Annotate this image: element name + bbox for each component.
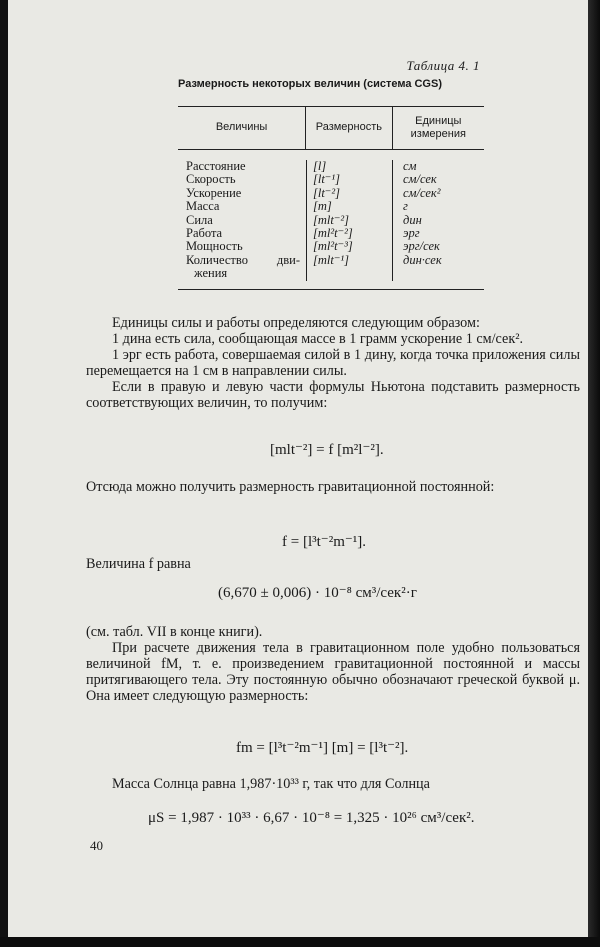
paragraph: Если в правую и левую части формулы Ньютона подставить размерность соответствующих величин, то получим: (86, 379, 580, 411)
paragraph: 1 эрг есть работа, совершаемая силой в 1 дину, когда точка приложения силы перемещается на 1 см в направлении силы. (86, 347, 580, 379)
table-cell: [l] (313, 159, 327, 173)
table-cell: [lt⁻¹] (313, 172, 341, 187)
table-cell: эрг/сек (403, 239, 440, 254)
table-cell: см/сек² (403, 185, 441, 200)
table-cell-part: жения (194, 266, 228, 281)
column-quantity (178, 160, 306, 281)
table-body (178, 150, 484, 289)
table-cell: г (403, 199, 408, 214)
formula-f-value: (6,670 ± 0,006) · 10⁻⁸ см³/сек²·г (218, 585, 417, 601)
paragraph-block-2 (86, 479, 580, 495)
table-label: Таблица 4. 1 (406, 58, 480, 73)
formula-fm-dimension: fm = [l³t⁻²m⁻¹] [m] = [l³t⁻²]. (236, 740, 409, 756)
paragraph: Единицы силы и работы определяются следующим образом: (112, 315, 480, 331)
column-dimension (306, 160, 392, 281)
table-header (178, 107, 484, 150)
table-cell: дин·сек (403, 252, 442, 267)
paragraph-block-3 (86, 556, 580, 572)
page-bottom-shadow (0, 937, 600, 947)
dimension-table (178, 106, 484, 290)
formula-gravitational-constant: f = [l³t⁻²m⁻¹]. (282, 534, 367, 550)
paragraph: 1 дина есть сила, сообщающая массе в 1 грамм ускорение 1 см/сек². (112, 331, 524, 347)
paragraph: (см. табл. VII в конце книги). (86, 624, 263, 640)
paragraph: При расчете движения тела в гравитационном поле удобно пользоваться величиной fM, т. е. произведением гравитационной постоянной и массы притягивающего тела. Эту постоянную обычно обозначают греческой буквой μ. Она имеет следующую размерность: (86, 640, 580, 704)
table-cell: Масса (186, 199, 220, 214)
table-cell: [ml²t⁻³] (313, 239, 353, 254)
header-units: Единицы измерения (392, 107, 484, 149)
header-dimension: Размерность (305, 107, 391, 149)
table-cell-part: дви- (276, 252, 300, 267)
table-cell: Ускорение (186, 185, 242, 200)
table-cell: см/сек (403, 172, 437, 187)
table-cell: [mlt⁻¹] (313, 252, 350, 267)
header-quantity: Величины (215, 121, 268, 134)
paragraph: Отсюда можно получить размерность гравитационной постоянной: (86, 479, 495, 495)
table-cell: Сила (186, 212, 213, 227)
column-units (392, 160, 484, 281)
paragraph-block-5 (86, 776, 580, 792)
table-cell: Мощность (186, 239, 243, 254)
table-cell: [mlt⁻²] (313, 212, 350, 227)
paragraph-block-1 (86, 315, 580, 411)
paragraph: Величина f равна (86, 556, 191, 572)
table-cell: [m] (313, 199, 332, 214)
table-cell (186, 254, 306, 267)
page-number: 40 (90, 838, 103, 853)
table-caption: Размерность некоторых величин (система CGS) (178, 78, 442, 90)
table-cell: см (403, 159, 417, 173)
table-cell: Скорость (186, 172, 236, 187)
formula-newton-dimension: [mlt⁻²] = f [m²l⁻²]. (270, 442, 384, 458)
table-cell: Работа (186, 225, 223, 240)
table-cell: Расстояние (186, 159, 246, 173)
paragraph: Масса Солнца равна 1,987·10³³ г, так что для Солнца (112, 776, 430, 792)
table-cell-part: Количество (186, 252, 248, 267)
page-edge-shadow (588, 0, 600, 947)
formula-mu-sun: μS = 1,987 · 10³³ · 6,67 · 10⁻⁸ = 1,325 · 10²⁶ см³/сек². (148, 810, 475, 826)
table-cell: эрг (403, 225, 420, 240)
paragraph-block-4 (86, 624, 580, 704)
table-cell: [lt⁻²] (313, 185, 341, 200)
table-cell: [ml²t⁻²] (313, 225, 353, 240)
table-cell: дин (403, 212, 422, 227)
